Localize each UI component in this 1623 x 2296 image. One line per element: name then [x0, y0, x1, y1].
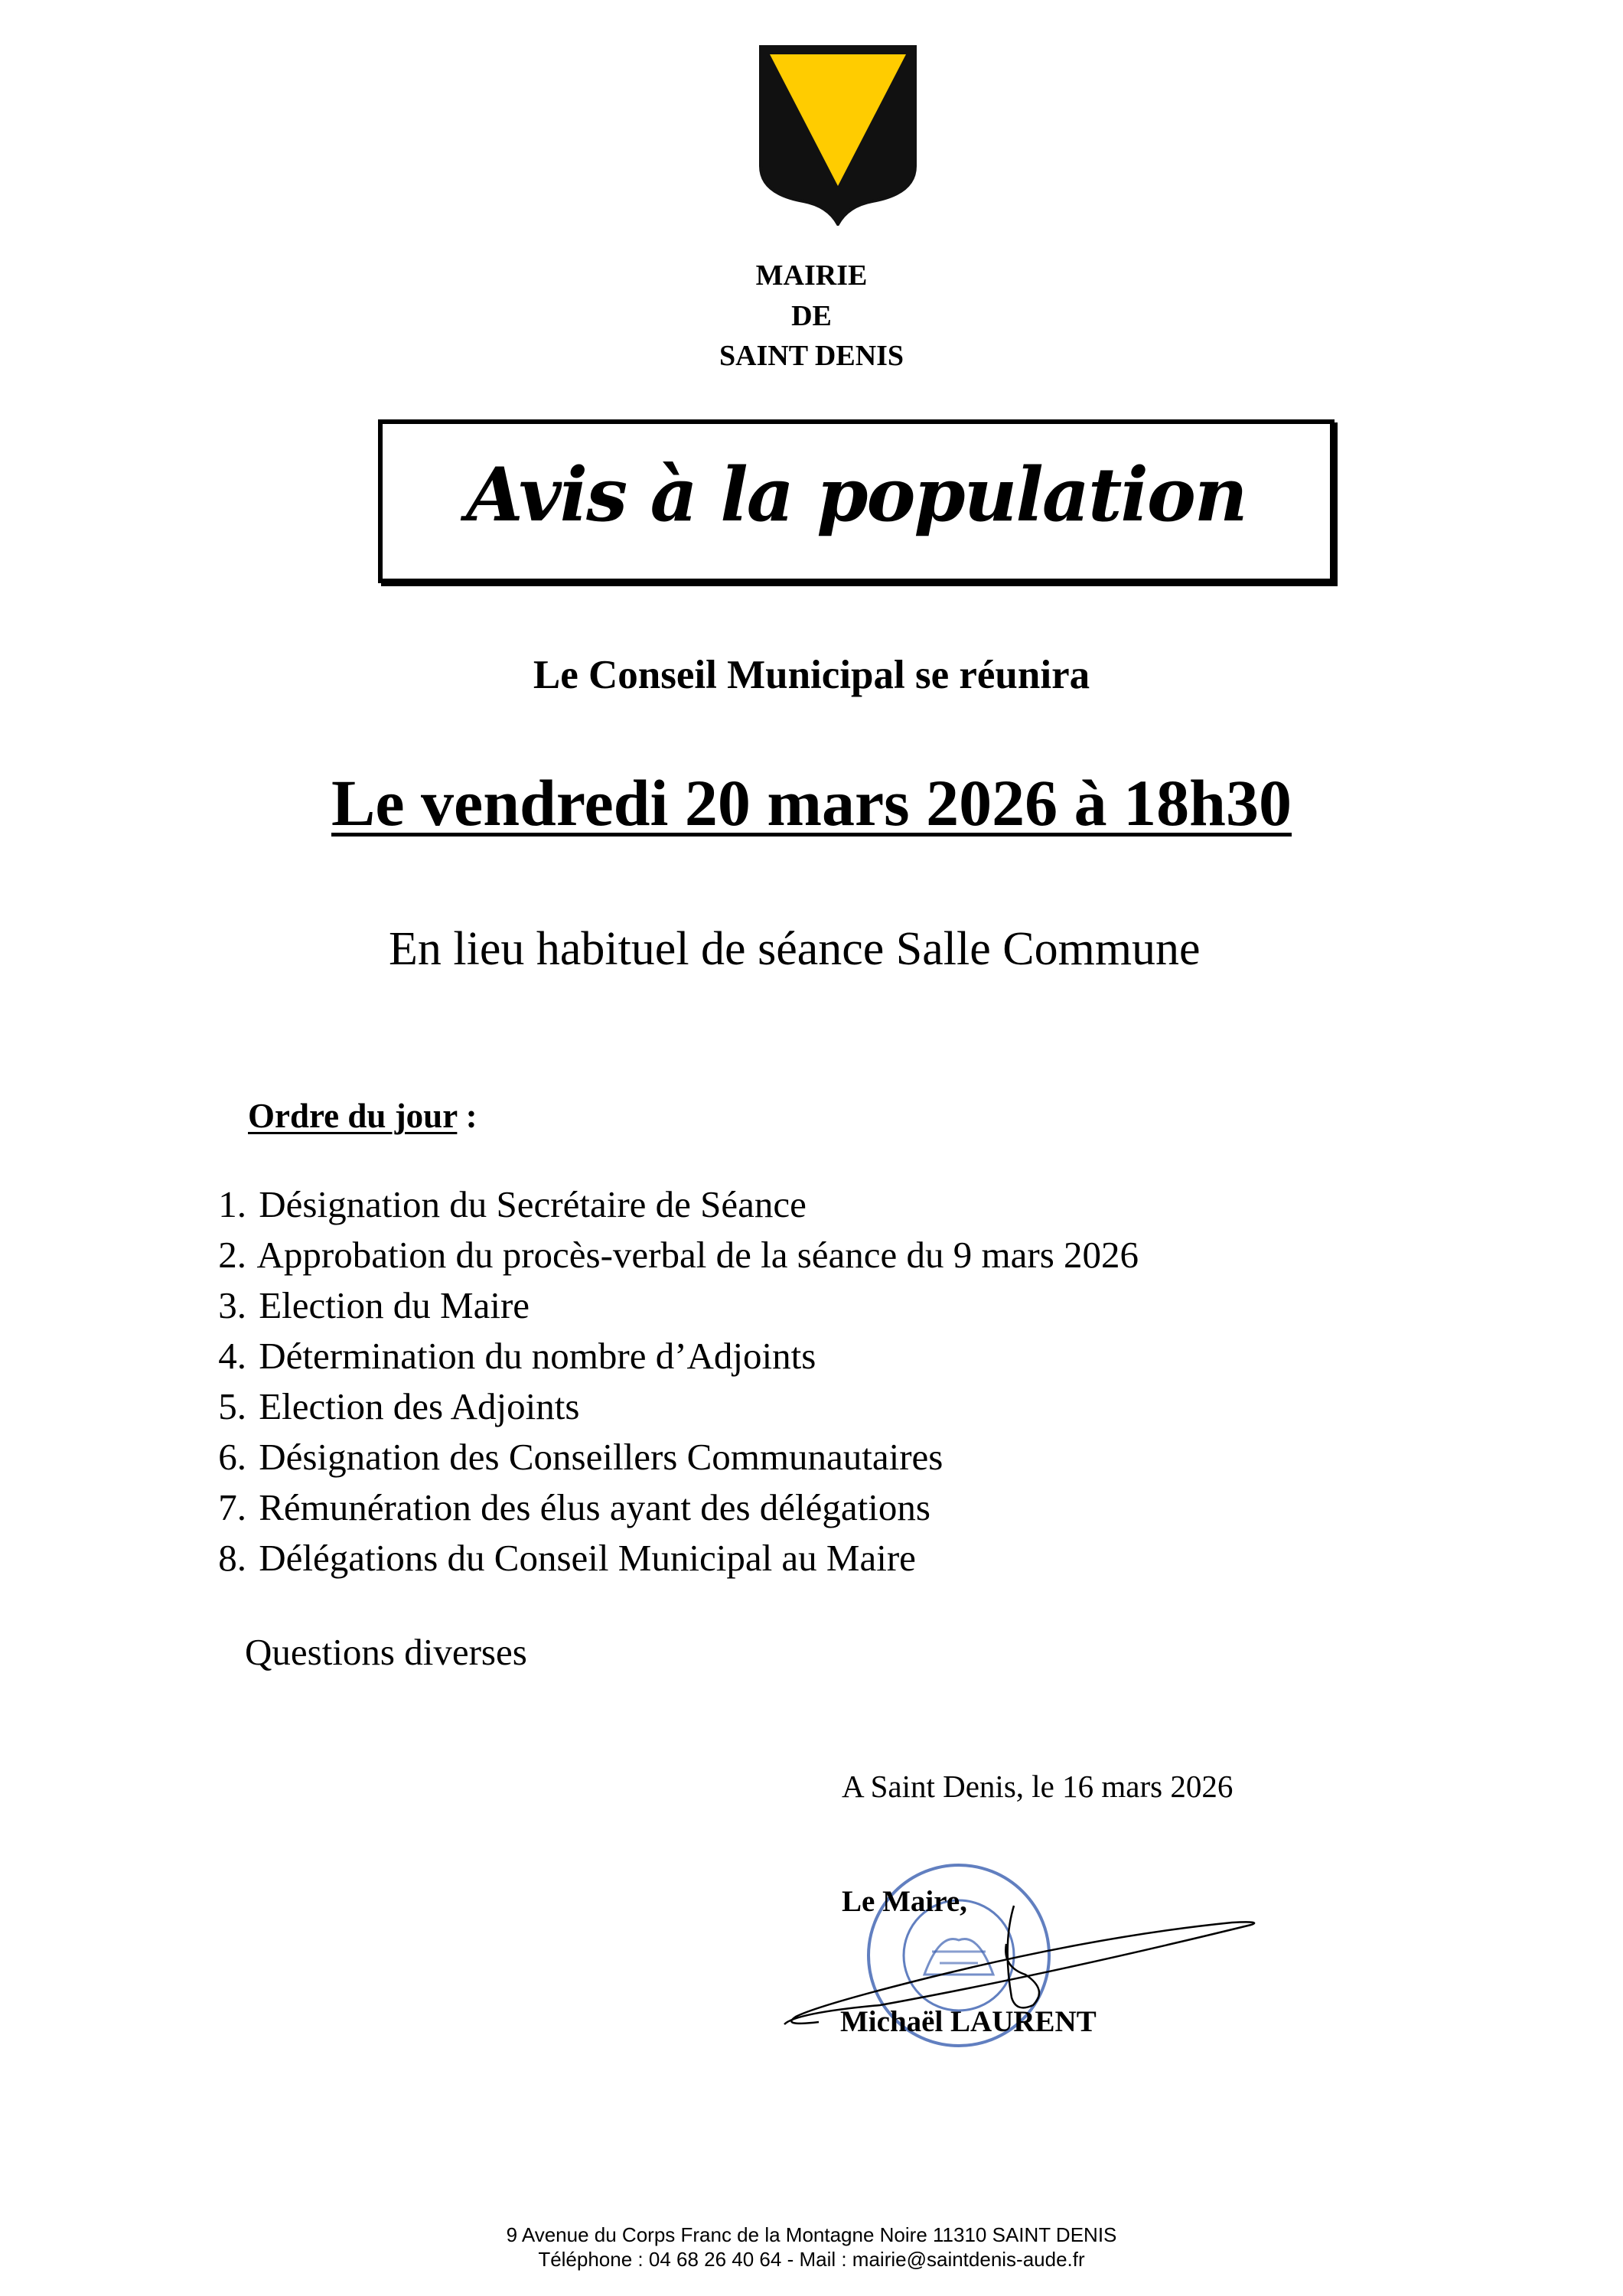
agenda-item: [197, 1486, 930, 1529]
agenda-item-number: 2.: [218, 1234, 246, 1276]
footer-contact: Téléphone : 04 68 26 40 64 - Mail : mairie@saintdenis-aude.fr: [538, 2248, 1085, 2271]
place-and-date: A Saint Denis, le 16 mars 2026: [842, 1769, 1234, 1804]
meeting-venue: En lieu habituel de séance Salle Commune: [389, 923, 1201, 975]
meeting-date-text: Le vendredi 20 mars 2026 à 18h30: [331, 766, 1292, 840]
agenda-item-text: Désignation du Secrétaire de Séance: [259, 1183, 807, 1225]
agenda-heading-colon: :: [457, 1097, 477, 1135]
agenda-item-number: 1.: [218, 1183, 246, 1225]
agenda-item-text: Détermination du nombre d’Adjoints: [259, 1335, 816, 1377]
agenda-item-text: Approbation du procès-verbal de la séance du 9 mars 2026: [256, 1234, 1139, 1276]
handwritten-signature: [773, 1890, 1263, 2043]
other-questions: Questions diverses: [245, 1631, 527, 1673]
mairie-line-2: DE: [791, 300, 832, 332]
agenda-heading-text: Ordre du jour: [248, 1097, 458, 1135]
footer-address: 9 Avenue du Corps Franc de la Montagne Noire 11310 SAINT DENIS: [506, 2223, 1117, 2246]
agenda-item: [197, 1182, 807, 1226]
agenda-item: [197, 1334, 816, 1378]
agenda-item-number: 4.: [218, 1335, 246, 1377]
meeting-intro: Le Conseil Municipal se réunira: [533, 653, 1090, 697]
meeting-date-time: [0, 765, 1623, 841]
notice-title-box: [378, 419, 1335, 583]
agenda-item-number: 6.: [218, 1436, 246, 1478]
mayor-title: Le Maire,: [842, 1885, 967, 1918]
agenda-heading: [248, 1096, 477, 1136]
agenda-item-text: Election des Adjoints: [259, 1385, 580, 1427]
agenda-item: [197, 1435, 943, 1479]
mairie-line-3: SAINT DENIS: [719, 340, 904, 372]
agenda-item: [197, 1233, 1139, 1277]
notice-title: Avis à la population: [466, 452, 1247, 538]
agenda-item-number: 3.: [218, 1284, 246, 1326]
agenda-item-number: 7.: [218, 1486, 246, 1528]
agenda-item: [197, 1384, 579, 1428]
mairie-line-1: MAIRIE: [755, 259, 868, 292]
agenda-item-text: Délégations du Conseil Municipal au Maire: [259, 1537, 916, 1579]
agenda-item: [197, 1283, 530, 1327]
agenda-item-text: Election du Maire: [259, 1284, 530, 1326]
agenda-item-text: Rémunération des élus ayant des délégations: [259, 1486, 930, 1528]
agenda-item-number: 8.: [218, 1537, 246, 1579]
coat-of-arms-icon: [758, 44, 918, 226]
mayor-name: Michaël LAURENT: [840, 2005, 1097, 2038]
agenda-item-number: 5.: [218, 1385, 246, 1427]
agenda-item-text: Désignation des Conseillers Communautaires: [259, 1436, 943, 1478]
agenda-item: [197, 1536, 916, 1580]
